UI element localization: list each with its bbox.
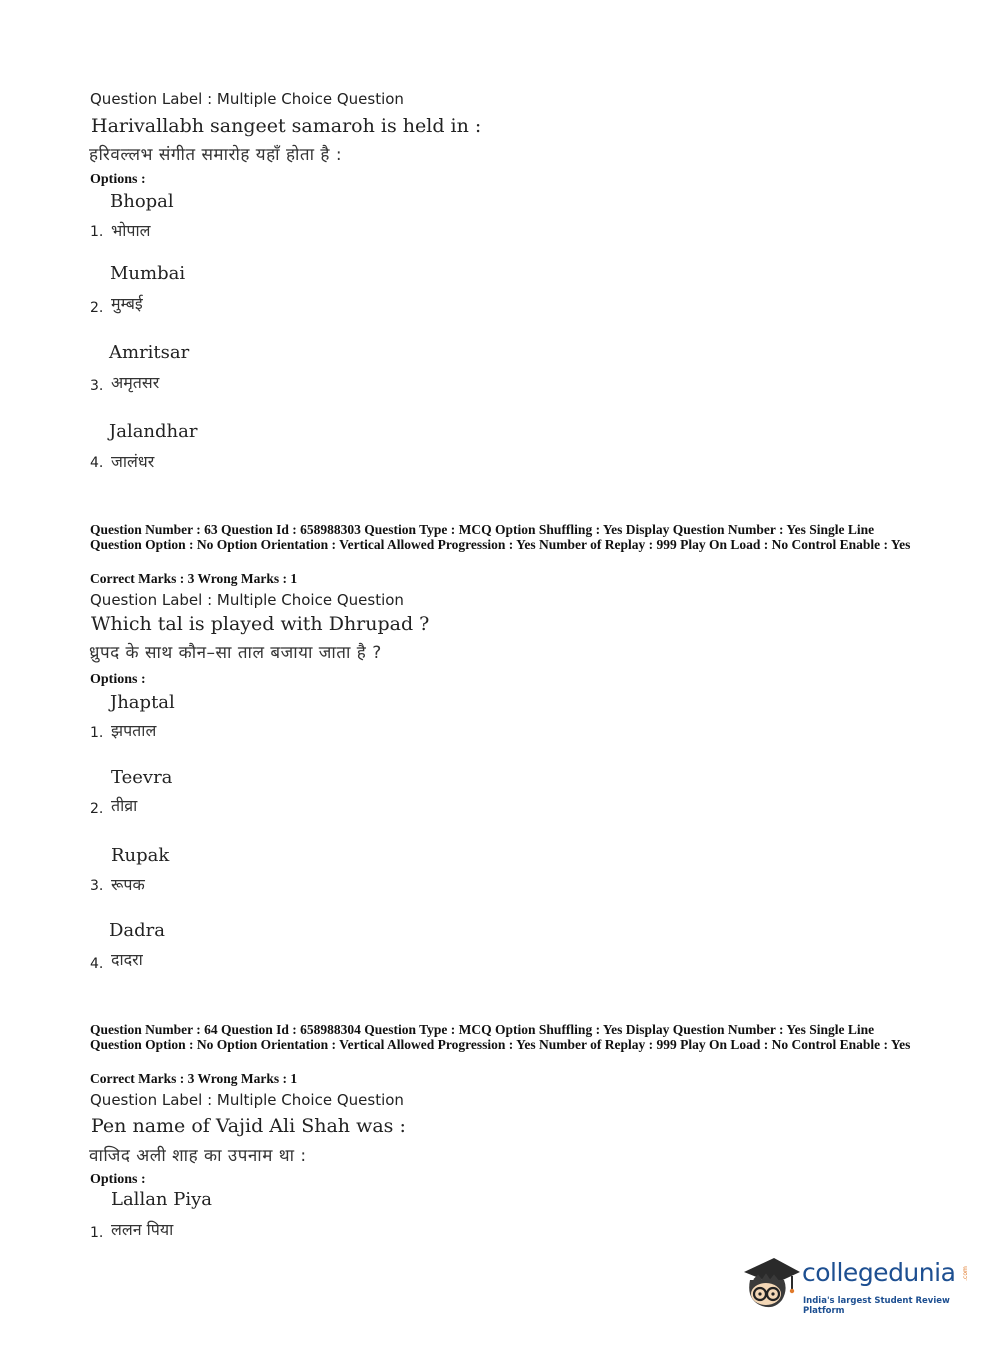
question-text-en: Pen name of Vajid Ali Shah was :: [91, 1115, 406, 1137]
option-2-en: Teevra: [111, 767, 173, 788]
option-1-number: 1.: [90, 725, 104, 741]
option-1-number: 1.: [90, 1225, 104, 1241]
option-4-hi: जालंधर: [111, 452, 155, 471]
option-4-en: Jalandhar: [109, 421, 198, 442]
option-2-hi: मुम्बई: [111, 294, 143, 313]
options-label: Options :: [90, 172, 146, 187]
collegedunia-logo: [740, 1250, 970, 1320]
option-1-number: 1.: [90, 224, 104, 240]
logo-name: collegedunia: [802, 1258, 956, 1287]
option-4-number: 4.: [90, 956, 104, 972]
option-2-number: 2.: [90, 300, 104, 316]
question-label: Question Label : Multiple Choice Question: [90, 591, 404, 609]
mascot-icon: [740, 1250, 802, 1312]
question-text-en: Which tal is played with Dhrupad ?: [91, 613, 430, 635]
question-marks: Correct Marks : 3 Wrong Marks : 1: [90, 571, 298, 586]
question-text-hi: वाजिद अली शाह का उपनाम था :: [89, 1146, 307, 1166]
option-2-en: Mumbai: [110, 263, 186, 284]
option-3-number: 3.: [90, 378, 104, 394]
option-1-hi: झपताल: [111, 721, 157, 740]
options-label: Options :: [90, 672, 146, 687]
option-1-en: Lallan Piya: [111, 1189, 213, 1210]
option-4-en: Dadra: [109, 920, 166, 941]
option-3-number: 3.: [90, 878, 104, 894]
option-3-en: Amritsar: [109, 342, 190, 363]
question-text-en: Harivallabh sangeet samaroh is held in :: [91, 115, 482, 137]
option-2-hi: तीव्रा: [111, 796, 138, 815]
question-marks: Correct Marks : 3 Wrong Marks : 1: [90, 1071, 298, 1086]
options-label: Options :: [90, 1172, 146, 1187]
option-1-en: Jhaptal: [110, 692, 175, 713]
option-3-en: Rupak: [111, 845, 170, 866]
option-1-en: Bhopal: [110, 191, 174, 212]
logo-tagline: India's largest Student Review Platform: [803, 1296, 950, 1316]
option-2-number: 2.: [90, 801, 104, 817]
logo-suffix: .com: [961, 1266, 969, 1281]
question-meta: Question Number : 64 Question Id : 658988304 Question Type : MCQ Option Shuffling : Yes Display Question Number : Yes Single Line Question Option : No Option Orientation : Vertical Allowed Progression : Yes Number of Replay : 999 Play On Load : No Control Enable : Yes: [90, 1022, 911, 1052]
question-label: Question Label : Multiple Choice Question: [90, 1091, 404, 1109]
question-meta: Question Number : 63 Question Id : 658988303 Question Type : MCQ Option Shuffling : Yes Display Question Number : Yes Single Line Question Option : No Option Orientation : Vertical Allowed Progression : Yes Number of Replay : 999 Play On Load : No Control Enable : Yes: [90, 522, 911, 552]
option-3-hi: अमृतसर: [111, 373, 160, 392]
question-text-hi: ध्रुपद के साथ कौन–सा ताल बजाया जाता है ?: [89, 643, 382, 663]
option-4-hi: दादरा: [111, 950, 143, 969]
option-3-hi: रूपक: [111, 875, 145, 894]
option-4-number: 4.: [90, 455, 104, 471]
question-text-hi: हरिवल्लभ संगीत समारोह यहाँ होता है :: [89, 145, 343, 165]
option-1-hi: ललन पिया: [111, 1220, 174, 1239]
option-1-hi: भोपाल: [111, 221, 151, 240]
question-label: Question Label : Multiple Choice Question: [90, 90, 404, 108]
